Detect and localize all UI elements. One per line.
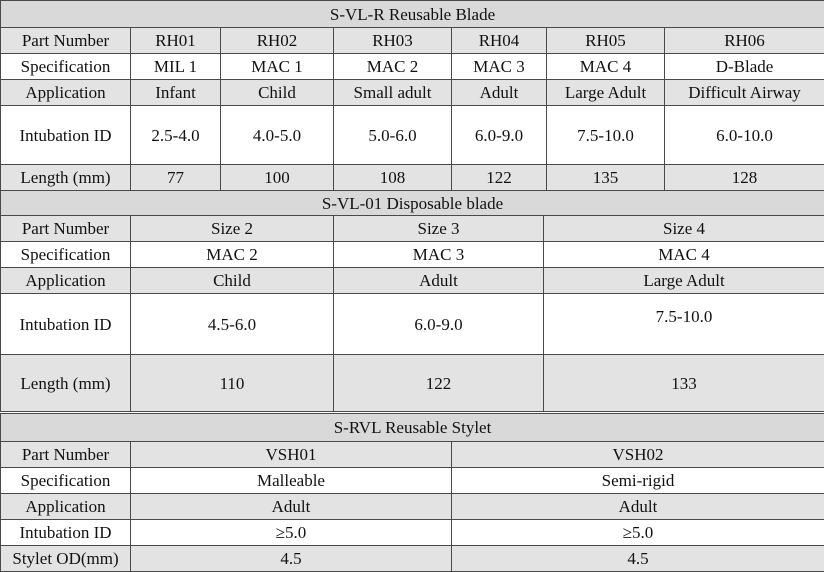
- table-cell: 100: [221, 165, 334, 191]
- table-cell: 133: [544, 355, 824, 412]
- row-label: Intubation ID: [1, 294, 131, 355]
- row-label: Intubation ID: [1, 106, 131, 165]
- row-label: Length (mm): [1, 355, 131, 412]
- row-label: Specification: [1, 54, 131, 80]
- section-title: S-VL-R Reusable Blade: [1, 1, 824, 28]
- row-label: Length (mm): [1, 165, 131, 191]
- table-row: [1, 442, 824, 468]
- row-label: Application: [1, 494, 131, 520]
- table-cell: 4.5: [452, 546, 824, 572]
- table-cell: 122: [334, 355, 544, 412]
- table-cell: 122: [452, 165, 547, 191]
- table-cell: Infant: [131, 80, 221, 106]
- table-row: [1, 494, 824, 520]
- table-cell: 6.0-10.0: [665, 106, 824, 165]
- table-cell: 6.0-9.0: [452, 106, 547, 165]
- table-cell: Adult: [452, 494, 824, 520]
- row-label: Intubation ID: [1, 520, 131, 546]
- section-title: S-VL-01 Disposable blade: [1, 191, 824, 216]
- table-cell: 7.5-10.0: [544, 294, 824, 355]
- row-label: Specification: [1, 468, 131, 494]
- table-cell: Small adult: [334, 80, 452, 106]
- table-cell: MAC 3: [452, 54, 547, 80]
- table-cell: RH03: [334, 28, 452, 54]
- table-cell: MAC 3: [334, 242, 544, 268]
- table-cell: MAC 4: [547, 54, 665, 80]
- table-row: [1, 546, 824, 572]
- table-cell: D-Blade: [665, 54, 824, 80]
- row-label: Application: [1, 80, 131, 106]
- table-cell: MAC 1: [221, 54, 334, 80]
- table-cell: Large Adult: [544, 268, 824, 294]
- table-cell: MAC 2: [131, 242, 334, 268]
- table-cell: Adult: [452, 80, 547, 106]
- table-cell: Adult: [131, 494, 452, 520]
- table-cell: ≥5.0: [452, 520, 824, 546]
- table-cell: RH02: [221, 28, 334, 54]
- table-row: [1, 28, 824, 54]
- reusable-stylet-table: [0, 413, 824, 572]
- reusable-blade-table: [0, 0, 824, 191]
- table-row: [1, 80, 824, 106]
- row-label: Part Number: [1, 28, 131, 54]
- table-row: [1, 165, 824, 191]
- table-row: [1, 268, 824, 294]
- table-row: [1, 520, 824, 546]
- row-label: Stylet OD(mm): [1, 546, 131, 572]
- table-cell: 4.5-6.0: [131, 294, 334, 355]
- table-cell: RH05: [547, 28, 665, 54]
- table-cell: Semi-rigid: [452, 468, 824, 494]
- table-cell: MAC 2: [334, 54, 452, 80]
- table-cell: ≥5.0: [131, 520, 452, 546]
- table-cell: Child: [221, 80, 334, 106]
- table-cell: 6.0-9.0: [334, 294, 544, 355]
- table-cell: 5.0-6.0: [334, 106, 452, 165]
- table-cell: 128: [665, 165, 824, 191]
- table-row: [1, 355, 824, 412]
- row-label: Part Number: [1, 442, 131, 468]
- table-row: [1, 216, 824, 242]
- table-row: [1, 54, 824, 80]
- table-cell: RH06: [665, 28, 824, 54]
- row-label: Specification: [1, 242, 131, 268]
- table-cell: VSH01: [131, 442, 452, 468]
- table-row: [1, 294, 824, 355]
- table-cell: 4.0-5.0: [221, 106, 334, 165]
- table-cell: 135: [547, 165, 665, 191]
- table-cell: VSH02: [452, 442, 824, 468]
- table-cell: Malleable: [131, 468, 452, 494]
- row-label: Application: [1, 268, 131, 294]
- table-cell: Size 2: [131, 216, 334, 242]
- row-label: Part Number: [1, 216, 131, 242]
- table-row: [1, 106, 824, 165]
- table-cell: Large Adult: [547, 80, 665, 106]
- table-cell: MIL 1: [131, 54, 221, 80]
- table-cell: RH01: [131, 28, 221, 54]
- table-cell: 7.5-10.0: [547, 106, 665, 165]
- table-cell: Difficult Airway: [665, 80, 824, 106]
- table-cell: 77: [131, 165, 221, 191]
- table-cell: Size 4: [544, 216, 824, 242]
- table-cell: 4.5: [131, 546, 452, 572]
- table-cell: Child: [131, 268, 334, 294]
- table-cell: Adult: [334, 268, 544, 294]
- table-cell: Size 3: [334, 216, 544, 242]
- table-cell: RH04: [452, 28, 547, 54]
- table-row: [1, 242, 824, 268]
- table-cell: 108: [334, 165, 452, 191]
- section-title: S-RVL Reusable Stylet: [1, 414, 824, 442]
- table-cell: MAC 4: [544, 242, 824, 268]
- table-cell: 2.5-4.0: [131, 106, 221, 165]
- table-cell: 110: [131, 355, 334, 412]
- table-row: [1, 468, 824, 494]
- disposable-blade-table: [0, 190, 824, 412]
